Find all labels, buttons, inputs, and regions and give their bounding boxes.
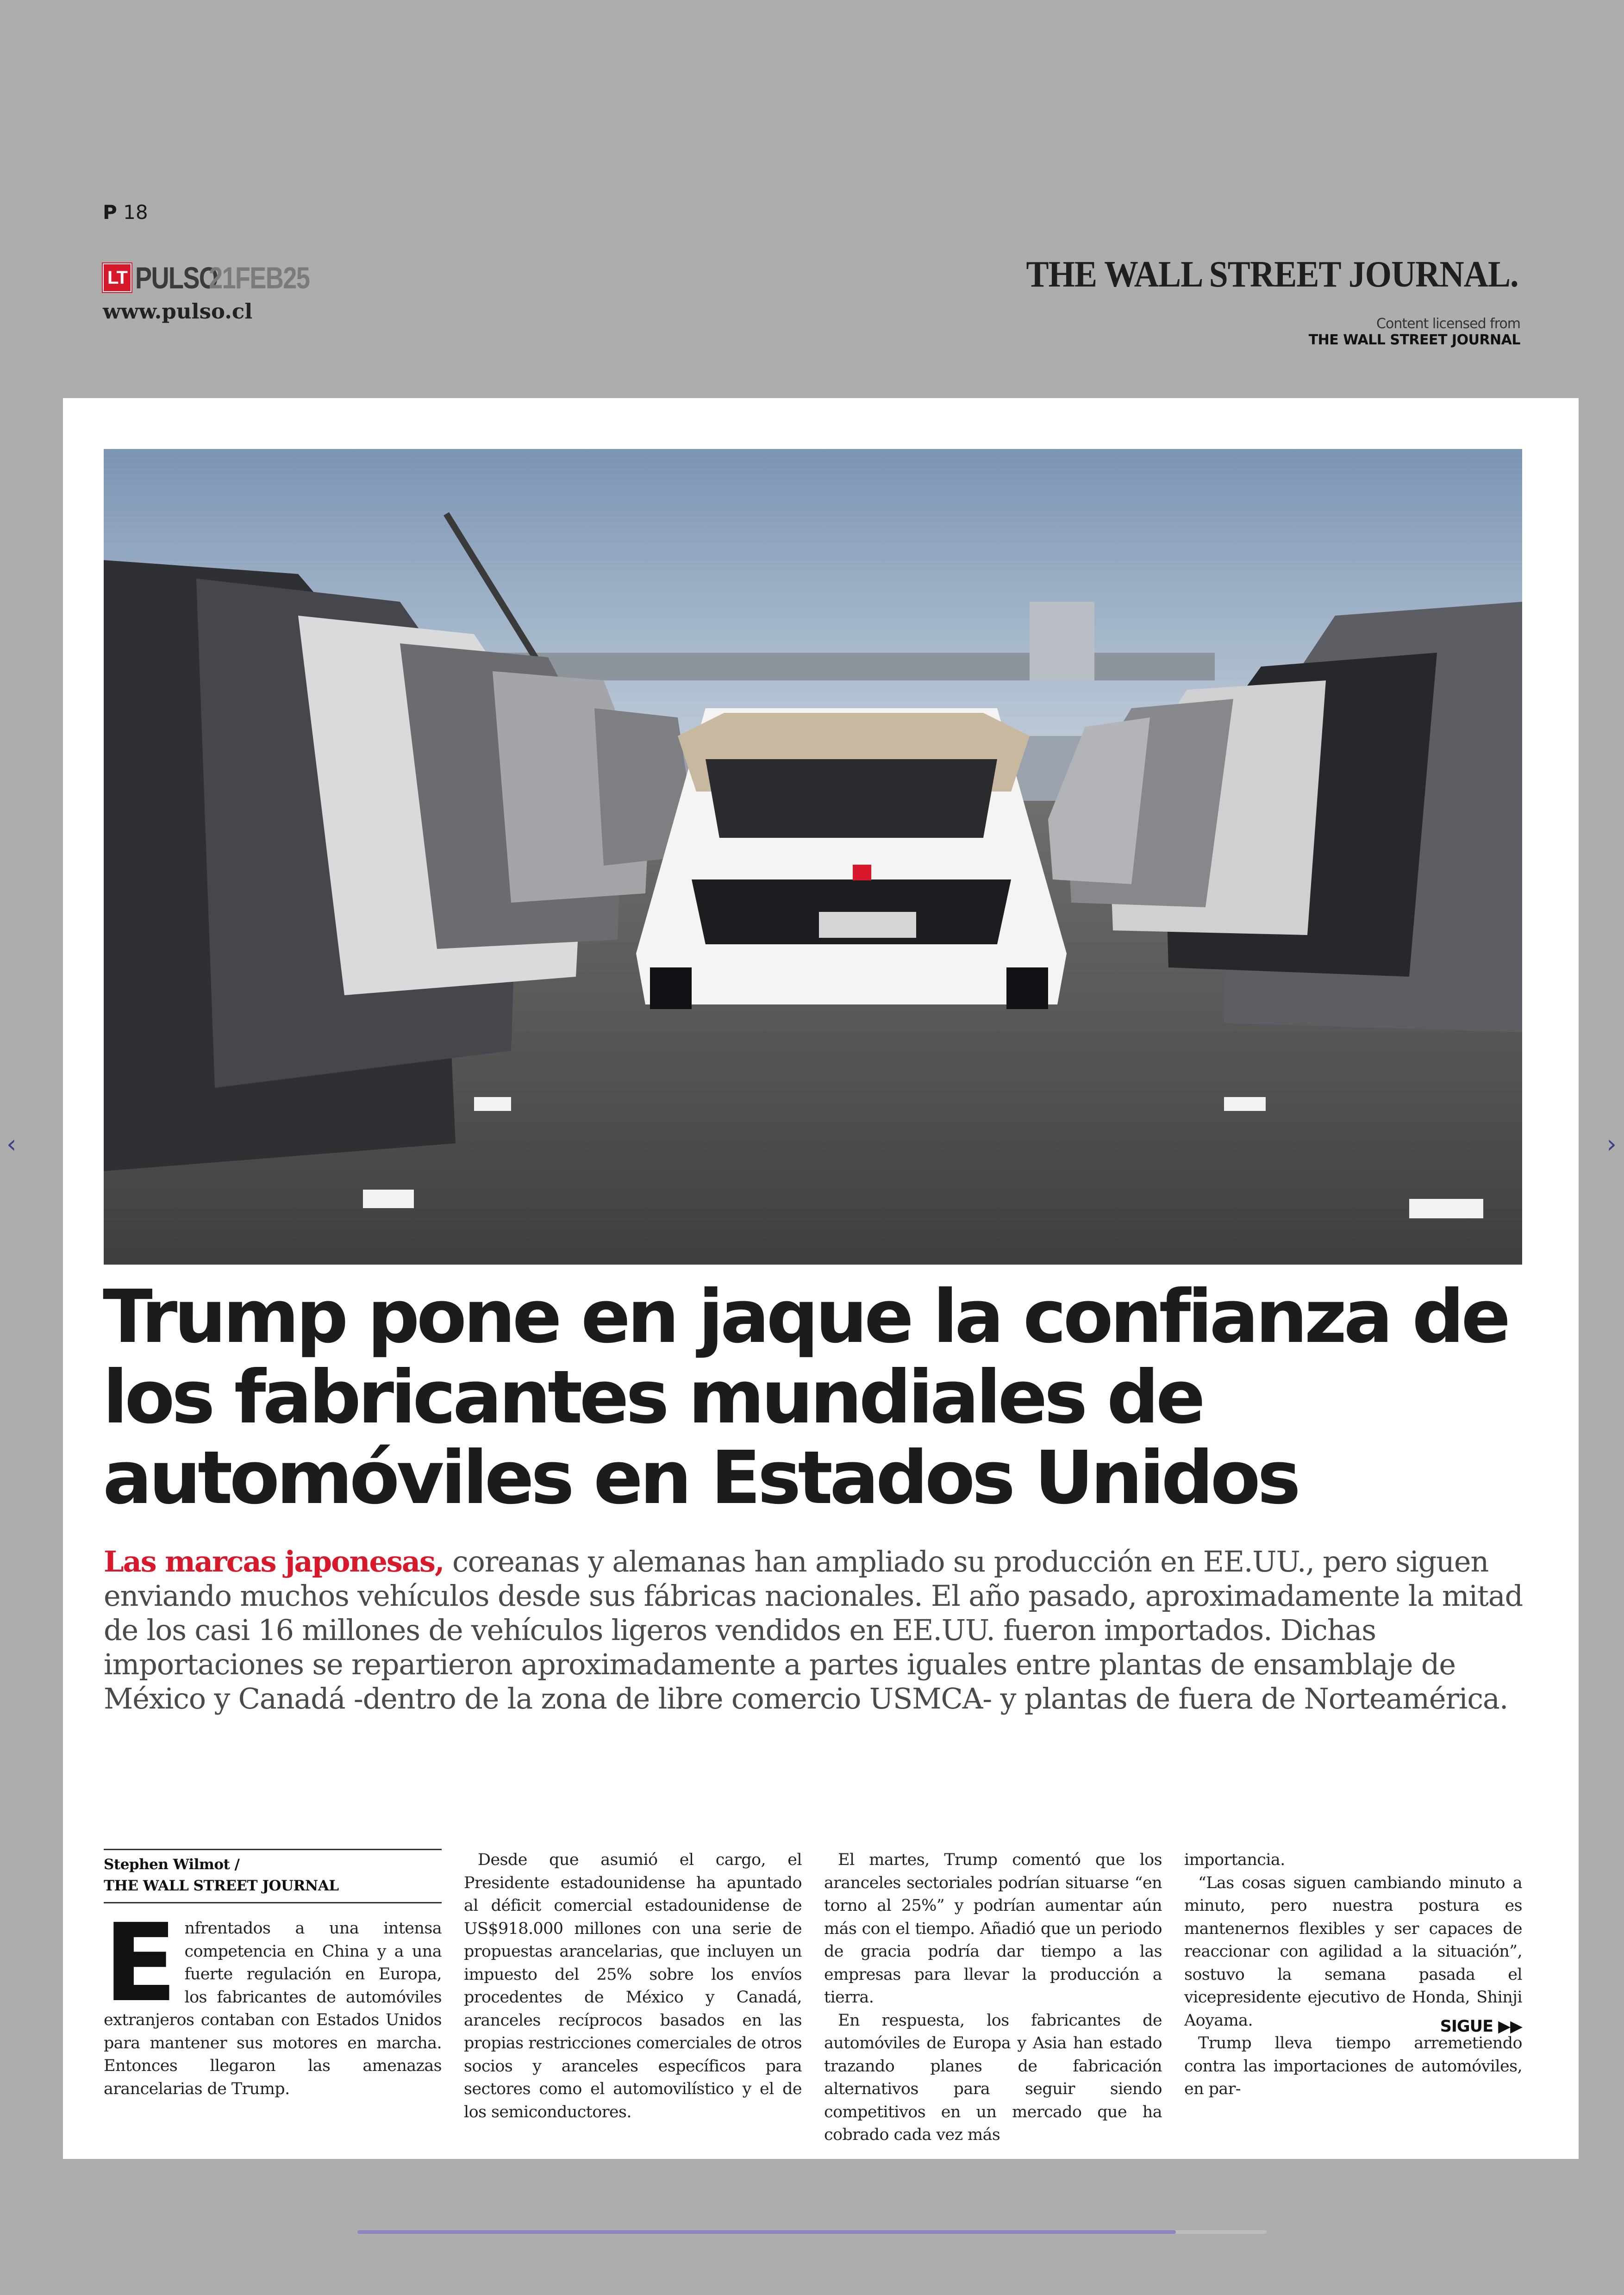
pulso-brand: [103, 260, 331, 295]
license-line-2: THE WALL STREET JOURNAL: [1308, 332, 1520, 348]
column-4: [1184, 1849, 1522, 2101]
column-4-paragraph-1: “Las cosas siguen cambiando minuto a minuto, pero nuestra postura es mantenernos flexibles y ser capaces de reaccionar con agilidad a la situación”, sostuvo la semana pasada el vicepresidente ejecutivo de Honda, Shinji Aoyama.: [1184, 1873, 1522, 2030]
column-1: [104, 1849, 442, 2101]
dek-lead: Las marcas japonesas,: [104, 1545, 444, 1578]
byline-outlet: THE WALL STREET JOURNAL: [104, 1877, 339, 1894]
pulso-url: www.pulso.cl: [103, 299, 253, 324]
reading-progress-bar[interactable]: [357, 2230, 1267, 2234]
dek-body: coreanas y alemanas han ampliado su producción en EE.UU., pero siguen enviando muchos vehículos desde sus fábricas nacionales. El año pasado, aproximadamente la mitad de los casi 16 millones de vehículos ligeros vendidos en EE.UU. fueron importados. Dichas importaciones se repartieron aproximadamente a partes iguales entre plantas de ensamblaje de México y Canadá -dentro de la zona de libre comercio USMCA- y plantas de fuera de Norteamérica.: [104, 1545, 1523, 1715]
wsj-masthead: THE WALL STREET JOURNAL.: [1026, 254, 1518, 295]
license-line-1: Content licensed from: [1376, 316, 1520, 332]
article-page: [63, 398, 1579, 2159]
column-3-paragraph-1: El martes, Trump comentó que los aranceles sectoriales podrían situarse “en torno al 25%” y podrían aumentar aún más con el tiempo. Añadió que un periodo de gracia podría dar tiempo a las empresas para llevar la producción a tierra.: [824, 1851, 1162, 2007]
drop-cap: E: [104, 1901, 177, 2026]
article-headline: Trump pone en jaque la confianza de los fabricantes mundiales de automóviles en Estados Unidos: [103, 1274, 1508, 1521]
column-1-paragraph: [104, 1901, 442, 2101]
chevron-right-icon[interactable]: ›: [1606, 1129, 1617, 1159]
column-2-paragraph: Desde que asumió el cargo, el Presidente estadounidense ha apuntado al déficit comercial estadounidense de US$918.000 millones con una serie de propuestas arancelarias, que incluyen un impuesto del 25% sobre los envíos procedentes de México y Canadá, aranceles recíprocos basados en las propias restricciones comerciales de otros socios y aranceles específicos para sectores como el automovilístico y el de los semiconductores.: [464, 1851, 802, 2121]
edition-date: 21FEB25: [209, 261, 310, 295]
reading-progress-fill: [357, 2230, 1176, 2234]
byline-author: Stephen Wilmot /: [104, 1856, 240, 1873]
chevron-left-icon[interactable]: ‹: [6, 1129, 17, 1159]
column-3-paragraph-2: En respuesta, los fabricantes de automóviles de Europa y Asia han estado trazando planes de fabricación alternativos para seguir siendo competitivos en un mercado que ha cobrado cada vez más: [824, 2011, 1162, 2144]
column-4-paragraph-0: importancia.: [1184, 1851, 1285, 1869]
page-number: P 18: [103, 201, 148, 224]
column-2: [464, 1849, 802, 2124]
column-3: [824, 1849, 1162, 2147]
article-photo: [104, 449, 1522, 1265]
column-4-paragraph-2: Trump lleva tiempo arremetiendo contra las importaciones de automóviles, en par-: [1184, 2034, 1522, 2098]
byline: [104, 1849, 442, 1903]
article-dek: [104, 1545, 1524, 1716]
continue-link[interactable]: SIGUE ▶▶: [1440, 2017, 1522, 2036]
license-note: [1309, 316, 1520, 348]
cars-photo-illustration: [104, 449, 1522, 1265]
lt-logo: LT: [103, 263, 131, 292]
pulso-name: PULSO: [135, 261, 218, 295]
column-1-text: nfrentados a una intensa competencia en China y a una fuerte regulación en Europa, los fabricantes de automóviles extranjeros contaban con Estados Unidos para mantener sus motores en marcha. Entonces llegaron las amenazas arancelarias de Trump.: [104, 1919, 442, 2098]
